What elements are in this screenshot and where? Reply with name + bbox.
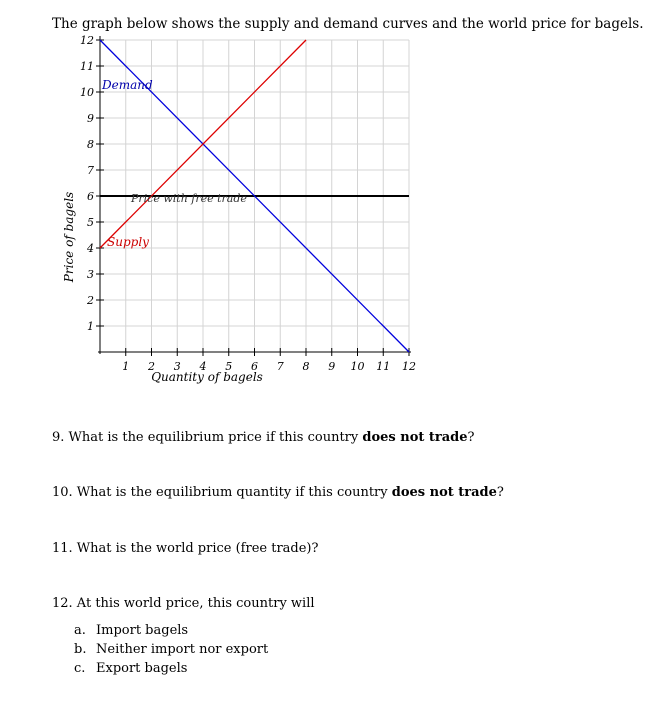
question-9-emphasis: does not trade [362,430,468,445]
x-tick-label: 6 [251,360,258,373]
x-tick-label: 9 [328,360,336,373]
x-tick-label: 4 [199,360,207,373]
y-tick-label: 9 [87,112,94,125]
x-tick-label: 11 [376,360,391,373]
question-9-text: 9. What is the equilibrium price if this country [52,430,363,445]
intro-text: The graph below shows the supply and demand curves and the world price for bagels. [52,16,644,32]
y-tick-label: 6 [87,190,94,203]
y-tick-label: 4 [87,242,94,255]
supply-label: Supply [107,235,149,249]
y-tick-label: 10 [80,86,94,99]
option-a-letter: a. [74,623,86,638]
question-10-emphasis: does not trade [391,485,497,500]
y-tick-label: 11 [80,60,94,73]
x-tick-label: 12 [402,360,416,373]
x-tick-label: 10 [350,360,365,373]
option-a[interactable] [74,623,188,638]
question-9-end: ? [467,430,475,445]
option-c-letter: c. [74,661,86,676]
y-tick-label: 3 [87,268,94,281]
y-tick-label: 12 [80,34,94,47]
demand-label: Demand [102,78,153,92]
question-12: 12. At this world price, this country will [52,596,315,611]
y-axis-title: Price of bagels [62,191,76,283]
question-10-text: 10. What is the equilibrium quantity if this country [52,485,392,500]
option-c[interactable] [74,661,187,676]
option-b-letter: b. [74,642,87,657]
x-tick-label: 5 [225,360,233,373]
x-tick-label: 1 [122,360,130,373]
y-tick-label: 2 [87,294,94,307]
question-11: 11. What is the world price (free trade)? [52,541,319,556]
question-10-end: ? [496,485,504,500]
option-a-text: Import bagels [96,623,189,638]
y-tick-label: 1 [87,320,94,333]
x-axis-title: Quantity of bagels [151,370,263,384]
x-tick-label: 3 [173,360,181,373]
y-tick-label: 5 [87,216,94,229]
option-b-text: Neither import nor export [96,642,269,657]
option-b[interactable] [74,642,268,657]
y-tick-label: 7 [87,164,94,177]
question-10 [52,485,504,500]
x-tick-label: 8 [302,360,310,373]
y-tick-label: 8 [87,138,94,151]
option-c-text: Export bagels [96,661,188,676]
world-price-label: Price with free trade [131,192,247,205]
x-tick-label: 2 [148,360,155,373]
question-9 [52,430,475,445]
x-tick-label: 7 [276,360,284,373]
